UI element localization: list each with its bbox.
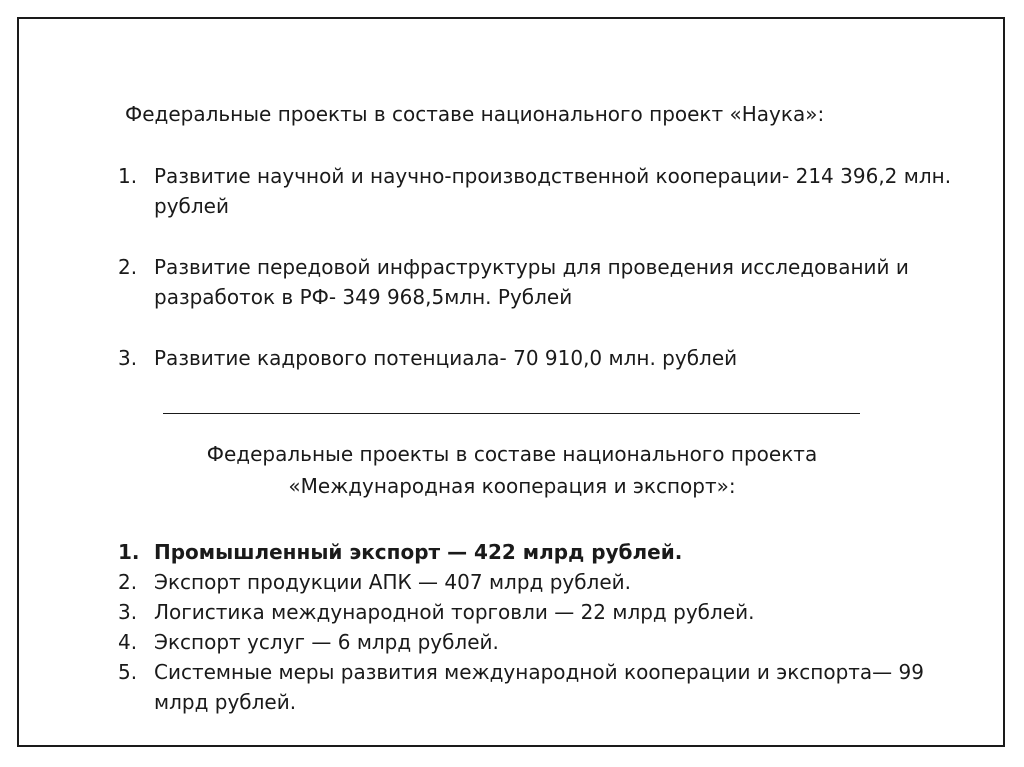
section-1-list — [118, 161, 958, 404]
list-item-text: Экспорт услуг — 6 млрд рублей. — [154, 630, 499, 654]
list-item — [118, 343, 958, 373]
list-item-number: 3. — [118, 600, 138, 624]
list-item-number: 2. — [118, 570, 138, 594]
list-item-text: Системные меры развития международной кооперации и экспорта— 99 млрд рублей. — [154, 660, 924, 714]
section-1-heading: Федеральные проекты в составе национального проект «Наука»: — [125, 102, 825, 126]
list-item — [118, 597, 958, 627]
section-divider — [163, 413, 860, 414]
list-item-text: Логистика международной торговли — 22 млрд рублей. — [154, 600, 755, 624]
section-2-heading-line-2: «Международная кооперация и экспорт»: — [288, 474, 736, 498]
list-item-text: Экспорт продукции АПК — 407 млрд рублей. — [154, 570, 632, 594]
list-item-number: 3. — [118, 346, 138, 370]
section-2-heading-line-1: Федеральные проекты в составе национального проекта — [206, 442, 818, 466]
list-item — [118, 537, 958, 567]
list-item-text: Развитие передовой инфраструктуры для проведения исследований и разработок в РФ- 349 968,5млн. Рублей — [154, 255, 909, 309]
section-2-heading — [130, 438, 894, 502]
list-item-number: 4. — [118, 630, 138, 654]
list-item — [118, 252, 958, 312]
list-item-number: 5. — [118, 660, 138, 684]
section-2-list — [118, 537, 958, 717]
list-item — [118, 161, 958, 221]
list-item-number: 1. — [118, 540, 140, 564]
list-item — [118, 657, 958, 717]
list-item-number: 1. — [118, 164, 138, 188]
list-item-text: Промышленный экспорт — 422 млрд рублей. — [154, 540, 683, 564]
list-item — [118, 627, 958, 657]
list-item-text: Развитие кадрового потенциала- 70 910,0 млн. рублей — [154, 346, 738, 370]
list-item-number: 2. — [118, 255, 138, 279]
list-item-text: Развитие научной и научно-производственной кооперации- 214 396,2 млн. рублей — [154, 164, 952, 218]
list-item — [118, 567, 958, 597]
